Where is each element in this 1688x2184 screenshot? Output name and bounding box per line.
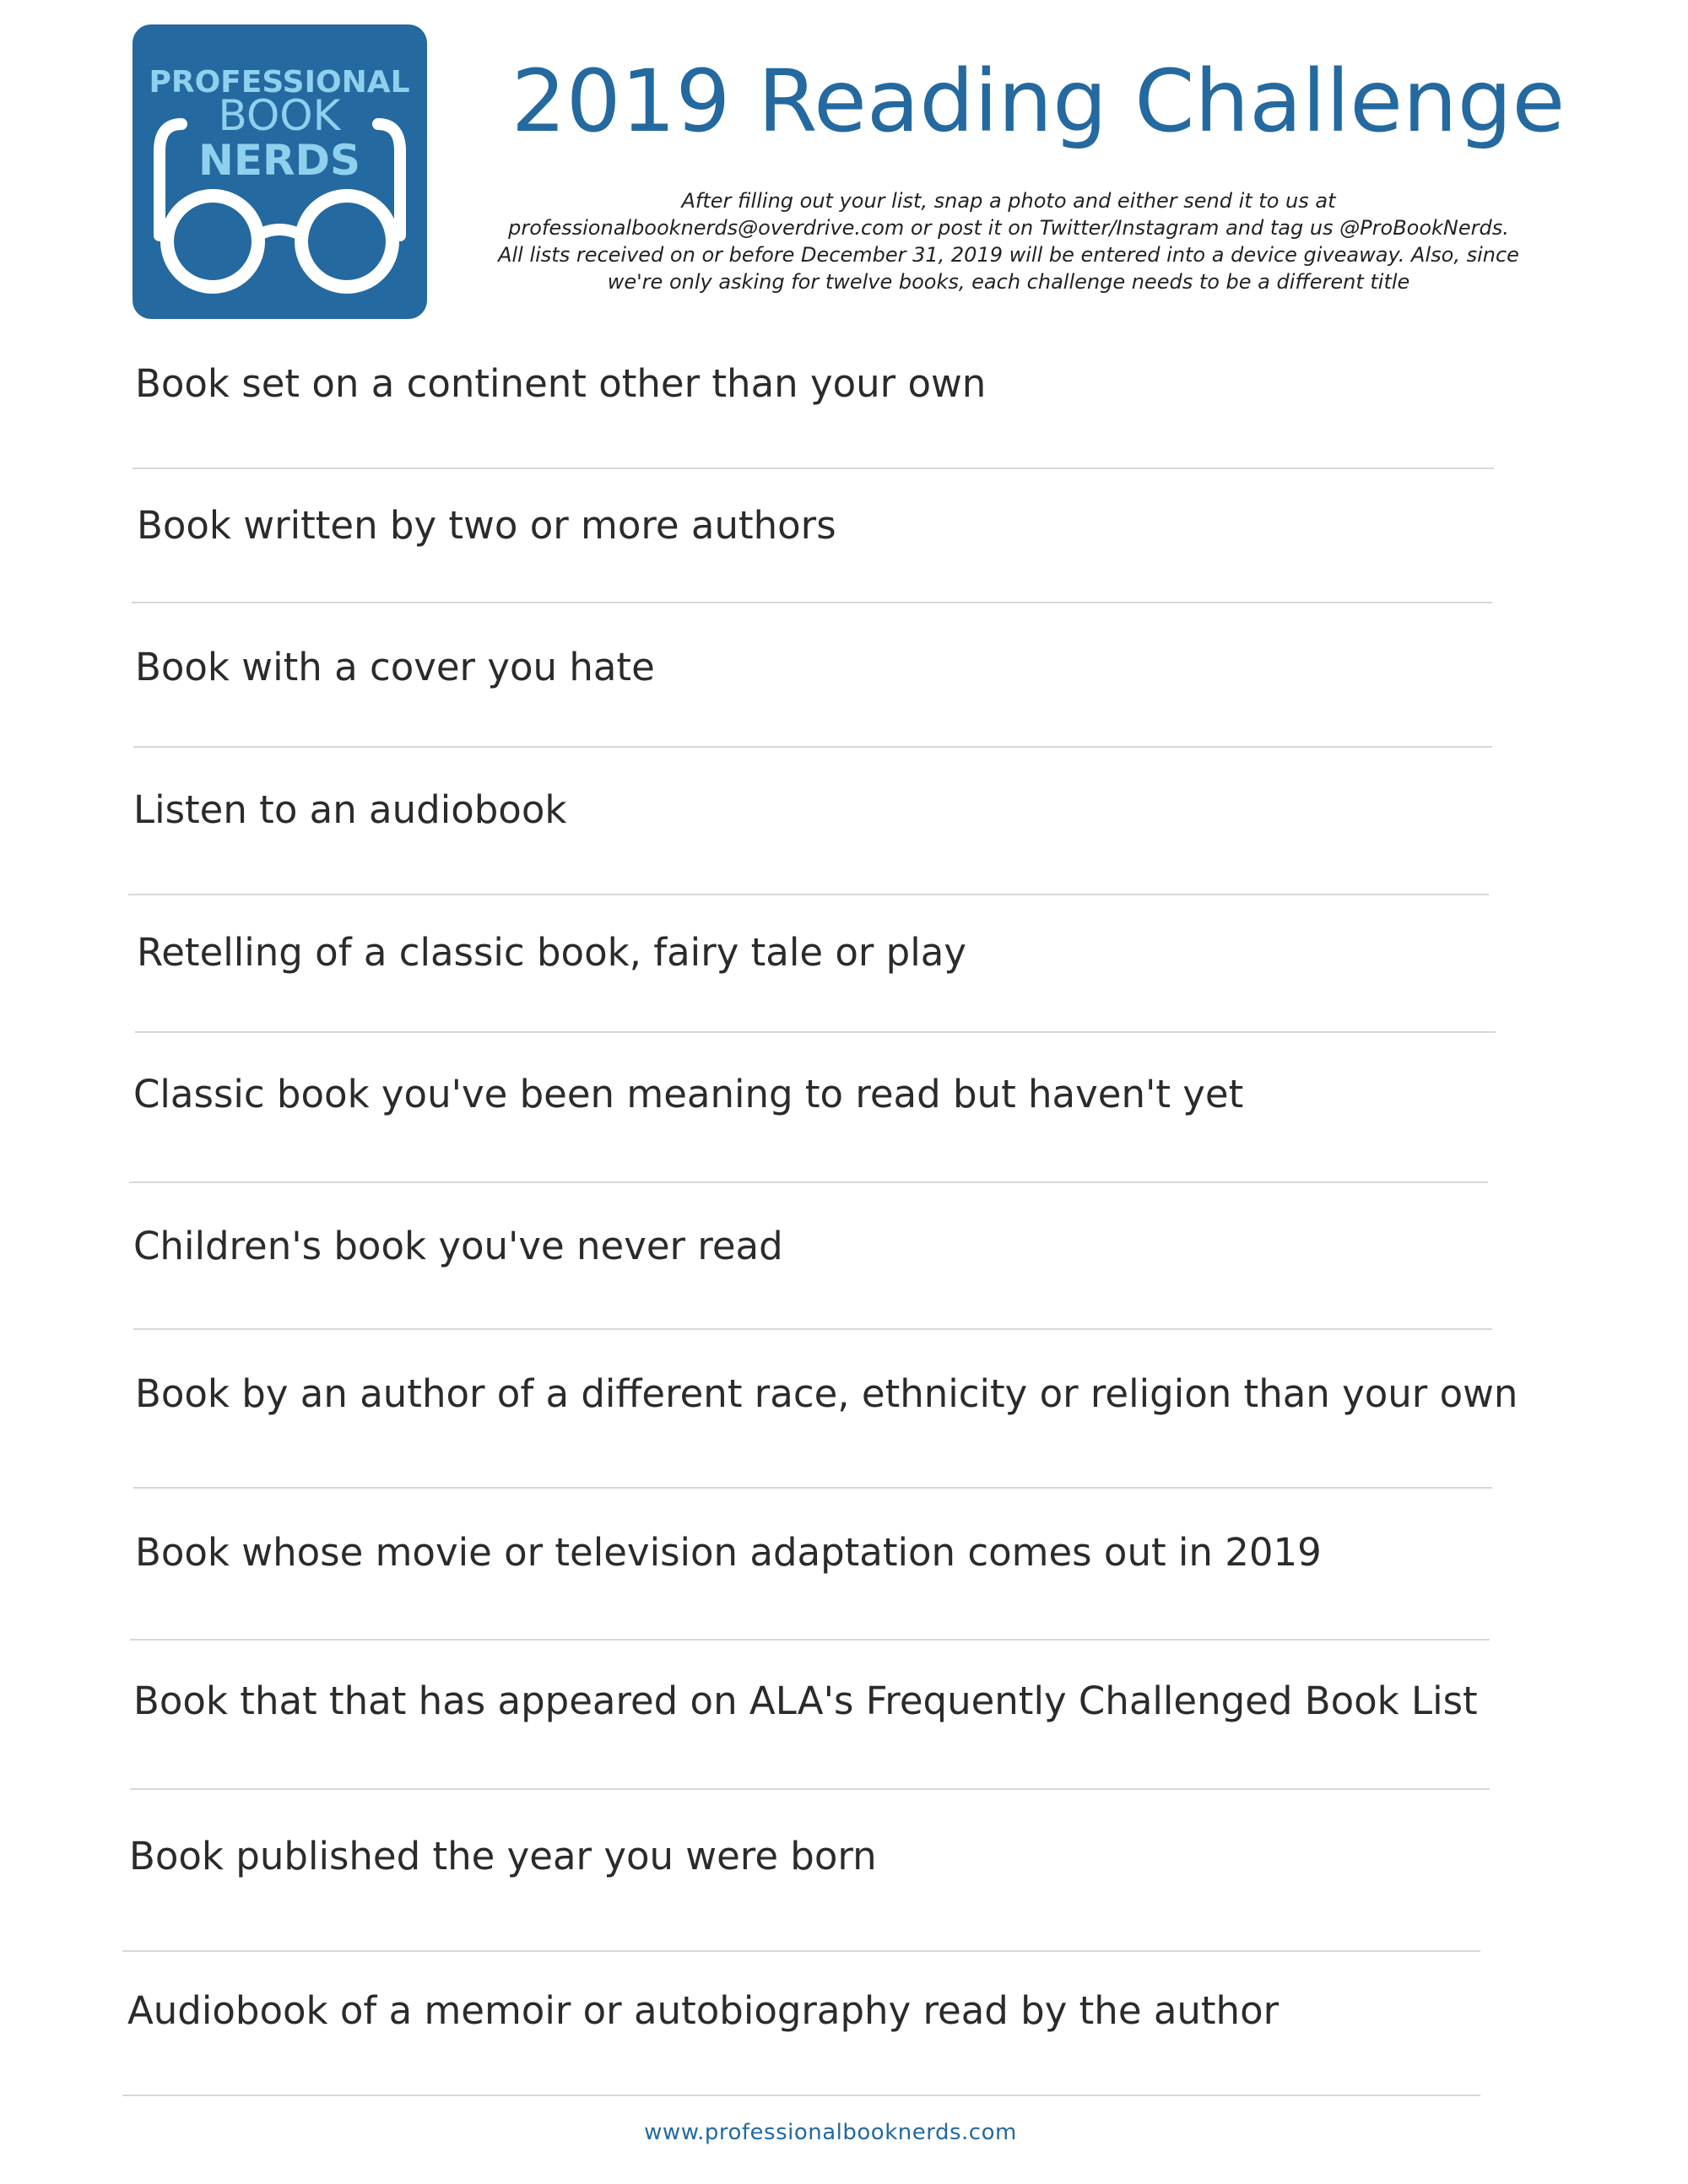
challenge-item-10: Book that that has appeared on ALA's Frequently Challenged Book List <box>133 1679 1478 1723</box>
answer-line-4 <box>128 894 1489 895</box>
answer-line-9 <box>130 1639 1490 1641</box>
answer-line-3 <box>133 746 1492 748</box>
logo-line-3: NERDS <box>197 136 361 185</box>
intro-text <box>473 187 1545 295</box>
answer-line-6 <box>129 1181 1488 1183</box>
answer-line-12 <box>122 2095 1480 2096</box>
challenge-item-8: Book by an author of a different race, ethnicity or religion than your own <box>135 1371 1518 1416</box>
answer-line-2 <box>132 602 1492 603</box>
intro-line: professionalbooknerds@overdrive.com or post it on Twitter/Instagram and tag us @ProBookNerds. <box>508 216 1509 240</box>
answer-line-1 <box>133 468 1494 469</box>
brand-logo <box>133 24 427 319</box>
challenge-item-11: Book published the year you were born <box>129 1834 877 1879</box>
intro-line: we're only asking for twelve books, each challenge needs to be a different title <box>607 270 1410 294</box>
website-link[interactable]: www.professionalbooknerds.com <box>644 2120 1017 2145</box>
page-title: 2019 Reading Challenge <box>511 51 1566 152</box>
logo-line-2: BOOK <box>218 91 341 140</box>
logo-line-1: PROFESSIONAL <box>149 65 410 100</box>
glasses-icon <box>133 24 427 319</box>
intro-line: After filling out your list, snap a photo and either send it to us at <box>681 189 1336 213</box>
intro-line: All lists received on or before December 31, 2019 will be entered into a device giveaway. Also, since <box>498 243 1519 267</box>
challenge-item-12: Audiobook of a memoir or autobiography read by the author <box>127 1988 1280 2033</box>
challenge-item-1: Book set on a continent other than your own <box>135 361 987 406</box>
challenge-item-7: Children's book you've never read <box>133 1224 783 1268</box>
answer-line-8 <box>133 1487 1492 1489</box>
answer-line-7 <box>133 1328 1492 1330</box>
challenge-item-4: Listen to an audiobook <box>133 787 567 832</box>
challenge-item-3: Book with a cover you hate <box>135 645 655 689</box>
challenge-item-5: Retelling of a classic book, fairy tale or play <box>137 930 966 975</box>
challenge-item-9: Book whose movie or television adaptation comes out in 2019 <box>135 1530 1322 1575</box>
challenge-item-2: Book written by two or more authors <box>137 503 836 548</box>
answer-line-10 <box>130 1788 1490 1790</box>
answer-line-5 <box>135 1031 1496 1033</box>
challenge-item-6: Classic book you've been meaning to read but haven't yet <box>133 1072 1244 1116</box>
answer-line-11 <box>122 1950 1480 1952</box>
